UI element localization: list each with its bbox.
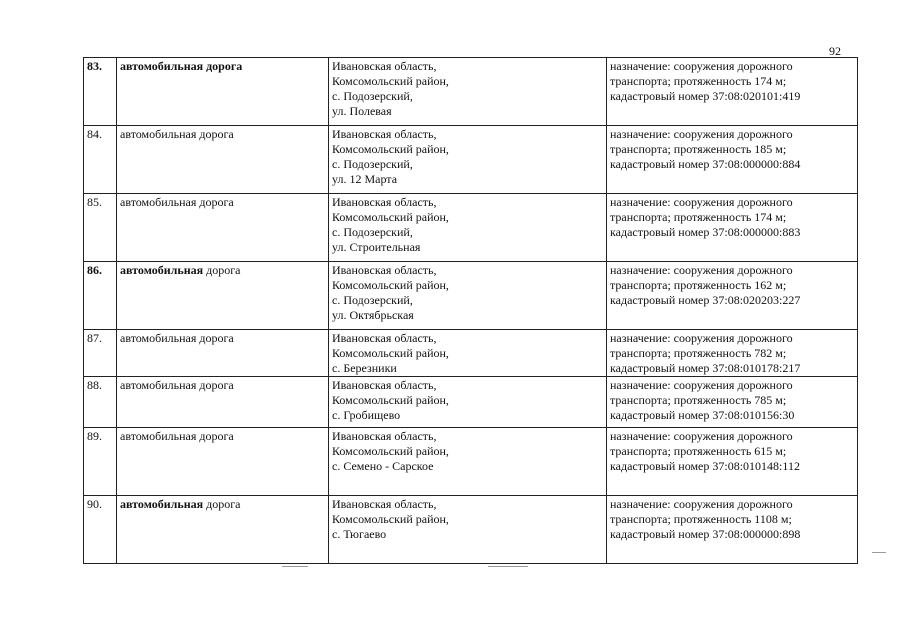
- row-number: 86.: [84, 262, 117, 330]
- object-type-text: автомобильная дорога: [120, 429, 234, 443]
- description-line: кадастровый номер 37:08:010148:112: [610, 459, 800, 473]
- location-line: Комсомольский район,: [332, 74, 449, 88]
- description-line: транспорта; протяженность 174 м;: [610, 210, 787, 224]
- location-line: ул. Полевая: [332, 104, 392, 118]
- location-line: Комсомольский район,: [332, 210, 449, 224]
- object-type-bold: автомобильная: [120, 263, 204, 277]
- row-number: 87.: [84, 330, 117, 377]
- location-line: Комсомольский район,: [332, 142, 449, 156]
- table-row: [84, 262, 858, 330]
- description-line: транспорта; протяженность 162 м;: [610, 278, 787, 292]
- description-line: транспорта; протяженность 185 м;: [610, 142, 787, 156]
- object-location: [329, 58, 607, 126]
- description-line: транспорта; протяженность 1108 м;: [610, 512, 792, 526]
- row-number: 84.: [84, 126, 117, 194]
- description-line: назначение: сооружения дорожного: [610, 331, 793, 345]
- object-location: [329, 126, 607, 194]
- location-line: с. Подозерский,: [332, 89, 413, 103]
- table-body: [84, 58, 858, 564]
- object-type-text: автомобильная дорога: [120, 331, 234, 345]
- location-line: Ивановская область,: [332, 195, 437, 209]
- description-line: кадастровый номер 37:08:020203:227: [610, 293, 801, 307]
- object-location: [329, 194, 607, 262]
- location-line: Ивановская область,: [332, 127, 437, 141]
- object-type: [117, 496, 329, 564]
- description-line: назначение: сооружения дорожного: [610, 378, 793, 392]
- location-line: с. Подозерский,: [332, 225, 413, 239]
- location-line: Ивановская область,: [332, 263, 437, 277]
- table-row: [84, 330, 858, 377]
- location-line: с. Подозерский,: [332, 157, 413, 171]
- location-line: с. Тюгаево: [332, 527, 387, 541]
- location-line: ул. Строительная: [332, 240, 421, 254]
- location-line: ул. 12 Марта: [332, 172, 398, 186]
- location-line: с. Гробищево: [332, 408, 401, 422]
- object-location: [329, 377, 607, 428]
- description-line: назначение: сооружения дорожного: [610, 59, 793, 73]
- page-number: 92: [829, 44, 841, 58]
- location-line: с. Березники: [332, 361, 397, 375]
- location-line: Ивановская область,: [332, 429, 437, 443]
- location-line: Комсомольский район,: [332, 278, 449, 292]
- location-line: Ивановская область,: [332, 378, 437, 392]
- location-line: с. Семено - Сарское: [332, 459, 434, 473]
- description-line: транспорта; протяженность 785 м;: [610, 393, 787, 407]
- row-number: 85.: [84, 194, 117, 262]
- description-line: транспорта; протяженность 782 м;: [610, 346, 787, 360]
- row-number: 90.: [84, 496, 117, 564]
- object-type-text: дорога: [203, 497, 241, 511]
- location-line: Ивановская область,: [332, 331, 437, 345]
- object-type: [117, 428, 329, 496]
- row-number: 88.: [84, 377, 117, 428]
- object-type: [117, 126, 329, 194]
- table-row: [84, 126, 858, 194]
- location-line: с. Подозерский,: [332, 293, 413, 307]
- object-type-text: автомобильная дорога: [120, 195, 234, 209]
- description-line: назначение: сооружения дорожного: [610, 497, 793, 511]
- location-line: Комсомольский район,: [332, 393, 449, 407]
- table-row: [84, 496, 858, 564]
- object-type: [117, 330, 329, 377]
- location-line: Комсомольский район,: [332, 346, 449, 360]
- description-line: назначение: сооружения дорожного: [610, 127, 793, 141]
- description-line: транспорта; протяженность 174 м;: [610, 74, 787, 88]
- object-description: [607, 126, 858, 194]
- location-line: Комсомольский район,: [332, 512, 449, 526]
- object-type-bold: автомобильная: [120, 497, 204, 511]
- description-line: кадастровый номер 37:08:000000:884: [610, 157, 801, 171]
- object-type-bold: автомобильная дорога: [120, 59, 243, 73]
- object-type: [117, 58, 329, 126]
- description-line: транспорта; протяженность 615 м;: [610, 444, 787, 458]
- object-description: [607, 262, 858, 330]
- description-line: кадастровый номер 37:08:000000:898: [610, 527, 801, 541]
- object-type-text: дорога: [203, 263, 241, 277]
- object-location: [329, 496, 607, 564]
- object-type: [117, 194, 329, 262]
- table-row: [84, 428, 858, 496]
- description-line: кадастровый номер 37:08:010178:217: [610, 361, 801, 375]
- table-row: [84, 194, 858, 262]
- description-line: назначение: сооружения дорожного: [610, 195, 793, 209]
- object-type: [117, 377, 329, 428]
- road-registry-table: [83, 57, 858, 564]
- scan-mark: [872, 552, 886, 553]
- row-number: 89.: [84, 428, 117, 496]
- description-line: кадастровый номер 37:08:020101:419: [610, 89, 801, 103]
- location-line: Ивановская область,: [332, 59, 437, 73]
- object-description: [607, 330, 858, 377]
- object-type: [117, 262, 329, 330]
- location-line: Комсомольский район,: [332, 444, 449, 458]
- object-location: [329, 330, 607, 377]
- object-type-text: автомобильная дорога: [120, 378, 234, 392]
- object-location: [329, 428, 607, 496]
- object-description: [607, 58, 858, 126]
- object-description: [607, 377, 858, 428]
- description-line: кадастровый номер 37:08:000000:883: [610, 225, 801, 239]
- table-row: [84, 58, 858, 126]
- row-number: 83.: [84, 58, 117, 126]
- location-line: Ивановская область,: [332, 497, 437, 511]
- table-row: [84, 377, 858, 428]
- scan-mark: [488, 566, 528, 567]
- description-line: назначение: сооружения дорожного: [610, 263, 793, 277]
- location-line: ул. Октябрьская: [332, 308, 414, 322]
- object-description: [607, 428, 858, 496]
- object-type-text: автомобильная дорога: [120, 127, 234, 141]
- description-line: назначение: сооружения дорожного: [610, 429, 793, 443]
- object-description: [607, 194, 858, 262]
- object-description: [607, 496, 858, 564]
- description-line: кадастровый номер 37:08:010156:30: [610, 408, 795, 422]
- scan-mark: [282, 566, 308, 567]
- object-location: [329, 262, 607, 330]
